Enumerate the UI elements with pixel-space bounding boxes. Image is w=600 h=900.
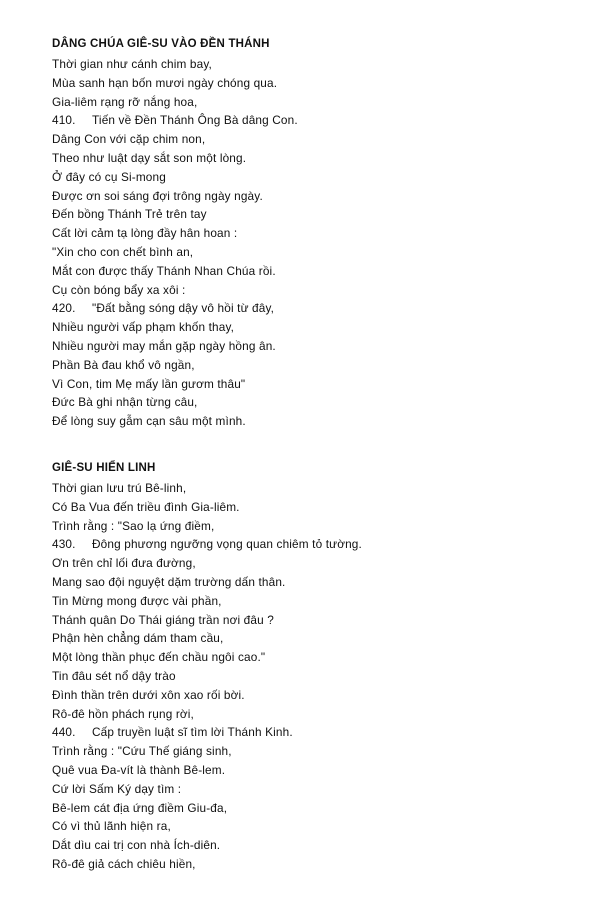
verse-text: Nhiều người may mắn gặp ngày hồng ân. <box>52 338 276 353</box>
verse-text: Mắt con được thấy Thánh Nhan Chúa rồi. <box>52 263 276 278</box>
verse-text: Cứ lời Sấm Ký dạy tìm : <box>52 781 182 796</box>
verse-line <box>52 130 572 149</box>
verse-text: Phận hèn chẳng dám tham cầu, <box>52 631 224 646</box>
verse-line <box>52 836 572 855</box>
verse-number: 440. <box>52 725 76 740</box>
verse-text: Theo như luật dạy sắt son một lòng. <box>52 150 247 165</box>
verse-text: Ơn trên chỉ lối đưa đường, <box>52 556 196 571</box>
verse-text: Cấp truyền luật sĩ tìm lời Thánh Kinh. <box>92 725 293 740</box>
verse-line <box>52 55 572 74</box>
verse-text: Đông phương ngưỡng vọng quan chiêm tỏ tường. <box>92 537 362 552</box>
verse-line <box>52 667 572 686</box>
verse-line <box>52 799 572 818</box>
section-heading: DÂNG CHÚA GIÊ-SU VÀO ĐỀN THÁNH <box>52 38 270 50</box>
section-heading: GIÊ-SU HIỂN LINH <box>52 462 156 474</box>
verse-line <box>52 554 572 573</box>
verse-text: "Xin cho con chết bình an, <box>52 244 194 259</box>
verse-line <box>52 686 572 705</box>
verse-line <box>52 592 572 611</box>
verse-text: Trình rằng : "Cứu Thế giáng sinh, <box>52 744 232 759</box>
verse-line <box>52 535 572 554</box>
verse-line <box>52 224 572 243</box>
verse-line <box>52 780 572 799</box>
verse-text: Mùa sanh hạn bốn mươi ngày chóng qua. <box>52 75 278 90</box>
section-presentation <box>52 33 572 431</box>
verse-line <box>52 318 572 337</box>
verse-lines <box>52 479 572 874</box>
verse-text: Quê vua Đa-vít là thành Bê-lem. <box>52 762 226 777</box>
verse-line <box>52 705 572 724</box>
verse-text: Cụ còn bóng bẩy xa xôi : <box>52 282 186 297</box>
verse-text: Tin Mừng mong được vài phần, <box>52 593 222 608</box>
verse-text: Cất lời cảm tạ lòng đầy hân hoan : <box>52 226 238 241</box>
verse-text: Có vì thủ lãnh hiện ra, <box>52 819 171 834</box>
verse-text: Được ơn soi sáng đợi trông ngày ngày. <box>52 188 263 203</box>
verse-lines <box>52 55 572 431</box>
verse-line <box>52 187 572 206</box>
verse-line <box>52 648 572 667</box>
verse-text: Rô-đê hồn phách rụng rời, <box>52 706 194 721</box>
verse-text: Vì Con, tim Mẹ mấy lần gươm thâu" <box>52 376 246 391</box>
verse-line <box>52 573 572 592</box>
verse-line <box>52 74 572 93</box>
verse-text: Tin đâu sét nổ dậy trào <box>52 668 176 683</box>
verse-line <box>52 356 572 375</box>
verse-line <box>52 168 572 187</box>
verse-number: 430. <box>52 537 76 552</box>
verse-line <box>52 337 572 356</box>
verse-text: Dâng Con với cặp chim non, <box>52 132 206 147</box>
verse-line <box>52 262 572 281</box>
verse-line <box>52 742 572 761</box>
verse-number: 410. <box>52 113 76 128</box>
verse-text: Đức Bà ghi nhận từng câu, <box>52 395 198 410</box>
verse-line <box>52 299 572 318</box>
verse-text: Thời gian như cánh chim bay, <box>52 57 212 71</box>
verse-text: Đến bồng Thánh Trẻ trên tay <box>52 207 207 222</box>
verse-text: Gia-liêm rạng rỡ nắng hoa, <box>52 94 198 109</box>
verse-line <box>52 149 572 168</box>
verse-line <box>52 611 572 630</box>
verse-line <box>52 629 572 648</box>
verse-text: Phần Bà đau khổ vô ngần, <box>52 357 195 372</box>
verse-text: Để lòng suy gẫm cạn sâu một mình. <box>52 414 246 429</box>
verse-text: Bê-lem cát địa ứng điềm Giu-đa, <box>52 800 228 815</box>
verse-text: "Đất bằng sóng dậy vô hồi từ đây, <box>92 301 275 316</box>
verse-line <box>52 761 572 780</box>
verse-line <box>52 281 572 300</box>
verse-text: Dắt dìu cai trị con nhà Ích-diên. <box>52 838 221 853</box>
verse-line <box>52 479 572 498</box>
verse-line <box>52 243 572 262</box>
verse-text: Trình rằng : "Sao lạ ứng điềm, <box>52 518 215 533</box>
verse-line <box>52 498 572 517</box>
verse-text: Tiến về Đền Thánh Ông Bà dâng Con. <box>92 113 298 128</box>
verse-line <box>52 517 572 536</box>
verse-text: Thánh quân Do Thái giáng trần nơi đâu ? <box>52 612 274 627</box>
verse-text: Nhiều người vấp phạm khốn thay, <box>52 320 235 335</box>
verse-line <box>52 393 572 412</box>
verse-text: Thời gian lưu trú Bê-linh, <box>52 481 187 495</box>
verse-text: Ở đây có cụ Si-mong <box>52 169 166 184</box>
verse-line <box>52 111 572 130</box>
verse-text: Một lòng thần phục đến chầu ngôi cao." <box>52 650 266 665</box>
verse-text: Đình thần trên dưới xôn xao rối bời. <box>52 687 245 702</box>
verse-line <box>52 723 572 742</box>
verse-line <box>52 93 572 112</box>
verse-line <box>52 855 572 874</box>
verse-line <box>52 205 572 224</box>
section-epiphany <box>52 457 572 874</box>
verse-text: Mang sao đội nguyệt dặm trường dấn thân. <box>52 574 286 589</box>
verse-text: Rô-đê giả cách chiêu hiền, <box>52 856 196 871</box>
verse-line <box>52 375 572 394</box>
verse-line <box>52 412 572 431</box>
verse-text: Có Ba Vua đến triều đình Gia-liêm. <box>52 499 240 514</box>
verse-number: 420. <box>52 301 76 316</box>
verse-line <box>52 817 572 836</box>
